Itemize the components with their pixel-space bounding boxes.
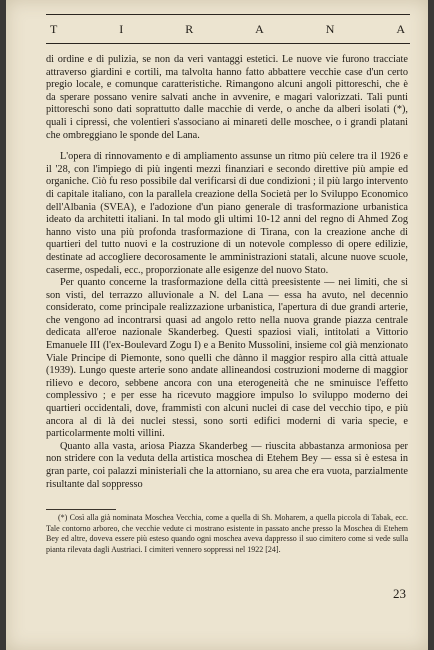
book-page (6, 0, 428, 650)
body-text (46, 54, 408, 491)
title-letter: A (255, 21, 265, 36)
paragraph-3: Per quanto concerne la trasformazione della città preesistente — nei limiti, che si son visti, del terrazzo alluvionale a N. del Lana — essa ha avuto, nel decennio considerato, come principale realizzazione urbanistica, l'apertura di due grandi arterie, che vengono ad incontrarsi quasi ad angolo retto nella nuova grande piazza centrale dedicata all'eroe nazionale Skanderbeg. Questi spaziosi viali, intitolati a Vittorio Emanuele III (l'ex-Boulevard Zogu I) e a Benito Mussolini, insieme col già menzionato Viale Principe di Piemonte, sono quelli che dànno il maggior respiro alla città attuale (1939). Lungo queste arterie sono andate allineandosi costruzioni moderne di maggior rilievo e decoro, sebbene ancora con una eterogeneità che ne sminuisce l'effetto complessivo ; e per esse ha ricevuto maggiore impulso lo sviluppo moderno dei quartieri occidentali, dove, frammisti con alcuni nuclei di case del vecchio tipo, e più ancora al di là dei nuclei stessi, sono sorti edifici moderni di varia specie, e particolarmente molti villini. (46, 277, 408, 440)
footnote-divider (46, 509, 116, 510)
title-letter: T (50, 21, 59, 36)
title-letter: I (119, 21, 125, 36)
title-letter: R (185, 21, 195, 36)
page-number: 23 (393, 586, 406, 601)
running-title (46, 15, 410, 43)
paragraph-4: Quanto alla vasta, ariosa Piazza Skanderbeg — riuscita abbastanza armoniosa per non stridere con la veduta della artistica moschea di Etehem Bey — essa si è estesa in gran parte, coi palazzi ministeriali che la attorniano, su area che era vuota, parzialmente risultante dal soppresso (46, 440, 408, 490)
footnote (46, 513, 408, 555)
paragraph-2: L'opera di rinnovamento e di ampliamento assunse un ritmo più celere tra il 1926 e il '28, con l'impiego di più ingenti mezzi finanziari e secondo direttive più ampie ed organiche. Ciò fu reso possibile dal verificarsi di due condizioni ; il più largo intervento di capitale italiano, con la parallela creazione della Società per lo Sviluppo Economico dell'Albania (SVEA), e l'adozione d'un piano generale di trasformazione urbanistica ideato da architetti italiani. In tal modo gli ultimi 10-12 anni del regno di Ahmed Zog hanno visto una più profonda trasformazione di Tirana, con la creazione anche di quartieri del tutto nuovi e la costruzione di un notevole complesso di opere edilizie, destinate ad accogliere decorosamente le amministrazioni statali, alcune nuove scuole, caserme, ospedali, ecc., proporzionate alle esigenze del nuovo Stato. (46, 151, 408, 276)
paragraph-1: di ordine e di pulizia, se non da veri vantaggi estetici. Le nuove vie furono tracciate attraverso giardini e cortili, ma talvolta hanno fatto abbattere vecchie case d'un certo pregio locale, e comunque caratteristiche. Rimangono alcuni angoli pittoreschi, che è da sperare possano venire salvati anche in avvenire, e magari valorizzati. Tali punti pittoreschi sono dati soprattutto dalle macchie di verde, o anche da alberi isolati (*), quali i cipressi, che volentieri s'associano ai minareti delle moschee, o i grandi platani che ombreggiano le sponde del Lana. (46, 54, 408, 141)
title-letter: A (396, 21, 406, 36)
title-letter: N (325, 21, 336, 36)
running-header (46, 14, 410, 44)
footnote-text: (*) Così alla già nominata Moschea Vecchia, come a quella di Sh. Moharem, a quella piccola di Tabak, ecc. Tale contorno arboreo, che vecchie vedute ci mostrano esistente in passato anche presso la Moschea di Etehem Bey ed altre, doveva essere più esteso quando ogni moschea aveva dappresso il suo cimitero come si vede sulla pianta rilevata dagli Austriaci. I cimiteri vennero soppressi nel 1922 [24]. (46, 513, 408, 554)
